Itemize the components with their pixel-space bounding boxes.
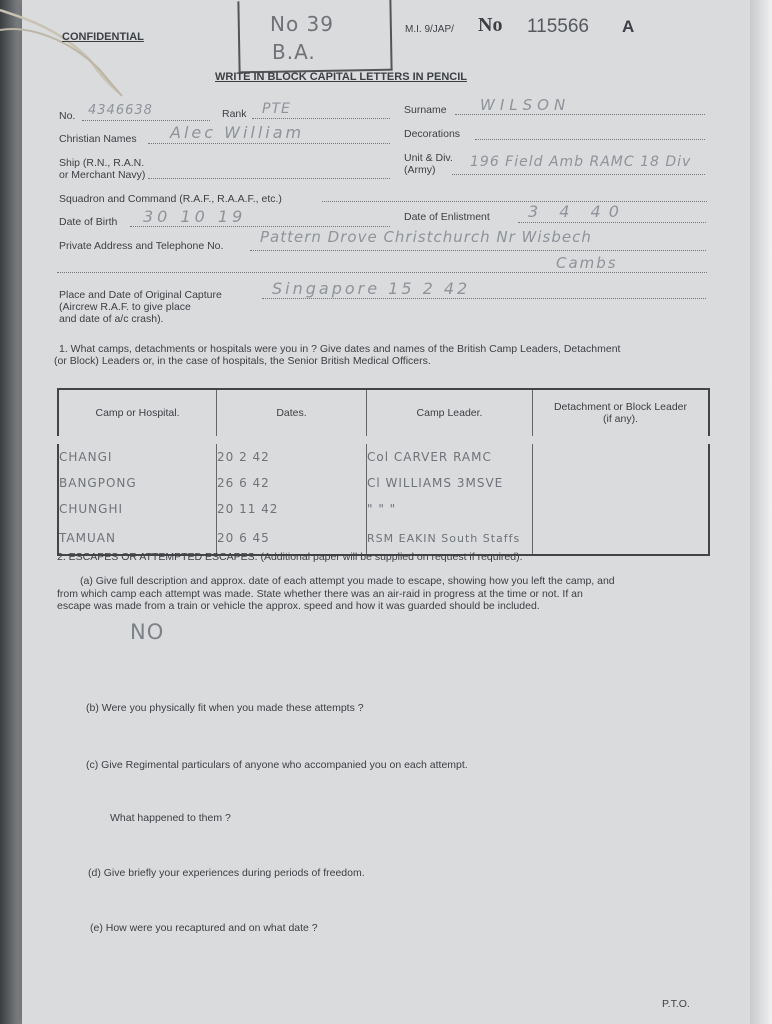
christian-names-value: Alec William <box>170 123 305 142</box>
camp-leader-cell: " " " <box>367 496 533 522</box>
date-of-enlistment-label: Date of Enlistment <box>404 211 490 223</box>
rank-line <box>252 118 390 119</box>
surname-line <box>455 114 705 115</box>
private-address-line-2 <box>57 272 707 273</box>
dates-cell: 26 6 42 <box>217 470 367 496</box>
private-address-value-2: Cambs <box>556 254 618 272</box>
camp-leader-cell: Cl WILLIAMS 3MSVE <box>367 470 533 496</box>
no-value: 4346638 <box>88 103 153 118</box>
no-line <box>82 120 210 121</box>
q2-heading: 2. ESCAPES OR ATTEMPTED ESCAPES. (Additional paper will be supplied on request if required). <box>57 551 523 563</box>
no-label: No. <box>59 110 76 122</box>
form-number: 115566 <box>527 16 589 37</box>
table-row <box>58 470 709 496</box>
q2c-subquestion: What happened to them ? <box>110 812 231 824</box>
camp-cell: TAMUAN <box>58 522 217 555</box>
private-address-value: Pattern Drove Christchurch Nr Wisbech <box>260 228 592 246</box>
form-suffix: A <box>622 17 635 36</box>
column-camp-leader: Camp Leader. <box>367 389 533 440</box>
please-turn-over: P.T.O. <box>662 998 690 1010</box>
date-of-birth-line <box>130 226 390 227</box>
detachment-leader-cell <box>533 440 710 470</box>
block-capitals-instruction: WRITE IN BLOCK CAPITAL LETTERS IN PENCIL <box>215 71 467 83</box>
unit-label-2: (Army) <box>404 164 436 176</box>
squadron-line <box>322 201 707 202</box>
capture-label: Place and Date of Original Capture <box>59 289 222 301</box>
dates-cell: 20 11 42 <box>217 496 367 522</box>
surname-label: Surname <box>404 104 447 116</box>
q1-text: 1. What camps, detachments or hospitals were you in ? Give dates and names of the British Camp Leaders, Detachment <box>59 343 621 355</box>
private-address-label: Private Address and Telephone No. <box>59 240 224 252</box>
decorations-label: Decorations <box>404 128 461 140</box>
christian-names-line <box>148 143 390 144</box>
unit-value: 196 Field Amb RAMC 18 Div <box>470 154 692 170</box>
date-of-birth-value: 30 10 19 <box>143 207 247 226</box>
confidential-label: CONFIDENTIAL <box>62 31 144 43</box>
table-row <box>58 440 709 470</box>
q2a-answer: NO <box>130 620 165 644</box>
dates-cell: 20 2 42 <box>217 440 367 470</box>
q2a-text-3: escape was made from a train or vehicle the approx. speed and how it was guarded should be included. <box>57 600 540 612</box>
form-reference: M.I. 9/JAP/ <box>405 24 454 35</box>
squadron-label: Squadron and Command (R.A.F., R.A.A.F., etc.) <box>59 193 282 205</box>
ship-label-2: or Merchant Navy) <box>59 169 146 181</box>
capture-value: Singapore 15 2 42 <box>272 279 471 298</box>
detachment-leader-cell <box>533 522 710 555</box>
capture-line <box>262 298 706 299</box>
date-of-enlistment-value: 3 4 40 <box>528 202 627 221</box>
surname-value: WILSON <box>480 96 571 114</box>
camp-cell: CHANGI <box>58 440 217 470</box>
private-address-line <box>250 250 706 251</box>
decorations-line <box>475 139 705 140</box>
page-binding-shadow <box>0 0 22 1024</box>
page-edge <box>750 0 772 1024</box>
stamp-number: No 39 <box>270 12 335 36</box>
stamp-code: B.A. <box>272 40 316 64</box>
detachment-leader-cell <box>533 470 710 496</box>
q2a-text-2: from which camp each attempt was made. State whether there was an air-raid in progress at the time or not. If an <box>57 588 583 600</box>
column-dates: Dates. <box>217 389 367 440</box>
q2c-text: (c) Give Regimental particulars of anyone who accompanied you on each attempt. <box>86 759 468 771</box>
q2d-text: (d) Give briefly your experiences during periods of freedom. <box>88 867 365 879</box>
column-detachment-leader: Detachment or Block Leader (if any). <box>533 389 710 440</box>
ship-line <box>148 178 390 179</box>
q2a-text: (a) Give full description and approx. date of each attempt you made to escape, showing how you left the camp, and <box>80 575 615 587</box>
column-camp-or-hospital: Camp or Hospital. <box>58 389 217 440</box>
q1-text-2: (or Block) Leaders or, in the case of hospitals, the Senior British Medical Officers. <box>54 355 431 367</box>
capture-label-2: (Aircrew R.A.F. to give place <box>59 301 191 313</box>
capture-label-3: and date of a/c crash). <box>59 313 164 325</box>
date-of-enlistment-line <box>518 222 706 223</box>
unit-line <box>452 174 705 175</box>
q2e-text: (e) How were you recaptured and on what date ? <box>90 922 318 934</box>
date-of-birth-label: Date of Birth <box>59 216 118 228</box>
form-number-label: No <box>478 14 503 36</box>
unit-label: Unit & Div. <box>404 152 453 164</box>
rank-value: PTE <box>262 101 291 117</box>
rank-label: Rank <box>222 108 247 120</box>
detachment-leader-cell <box>533 496 710 522</box>
camps-table-header <box>58 389 709 440</box>
q2b-text: (b) Were you physically fit when you made these attempts ? <box>86 702 364 714</box>
camp-cell: BANGPONG <box>58 470 217 496</box>
camp-leader-cell: RSM EAKIN South Staffs <box>367 522 533 555</box>
ship-label: Ship (R.N., R.A.N. <box>59 157 145 169</box>
table-row <box>58 496 709 522</box>
camp-cell: CHUNGHI <box>58 496 217 522</box>
tag-string <box>0 0 140 110</box>
dates-cell: 20 6 45 <box>217 522 367 555</box>
camps-table <box>57 388 710 556</box>
camp-leader-cell: Col CARVER RAMC <box>367 440 533 470</box>
christian-names-label: Christian Names <box>59 133 137 145</box>
